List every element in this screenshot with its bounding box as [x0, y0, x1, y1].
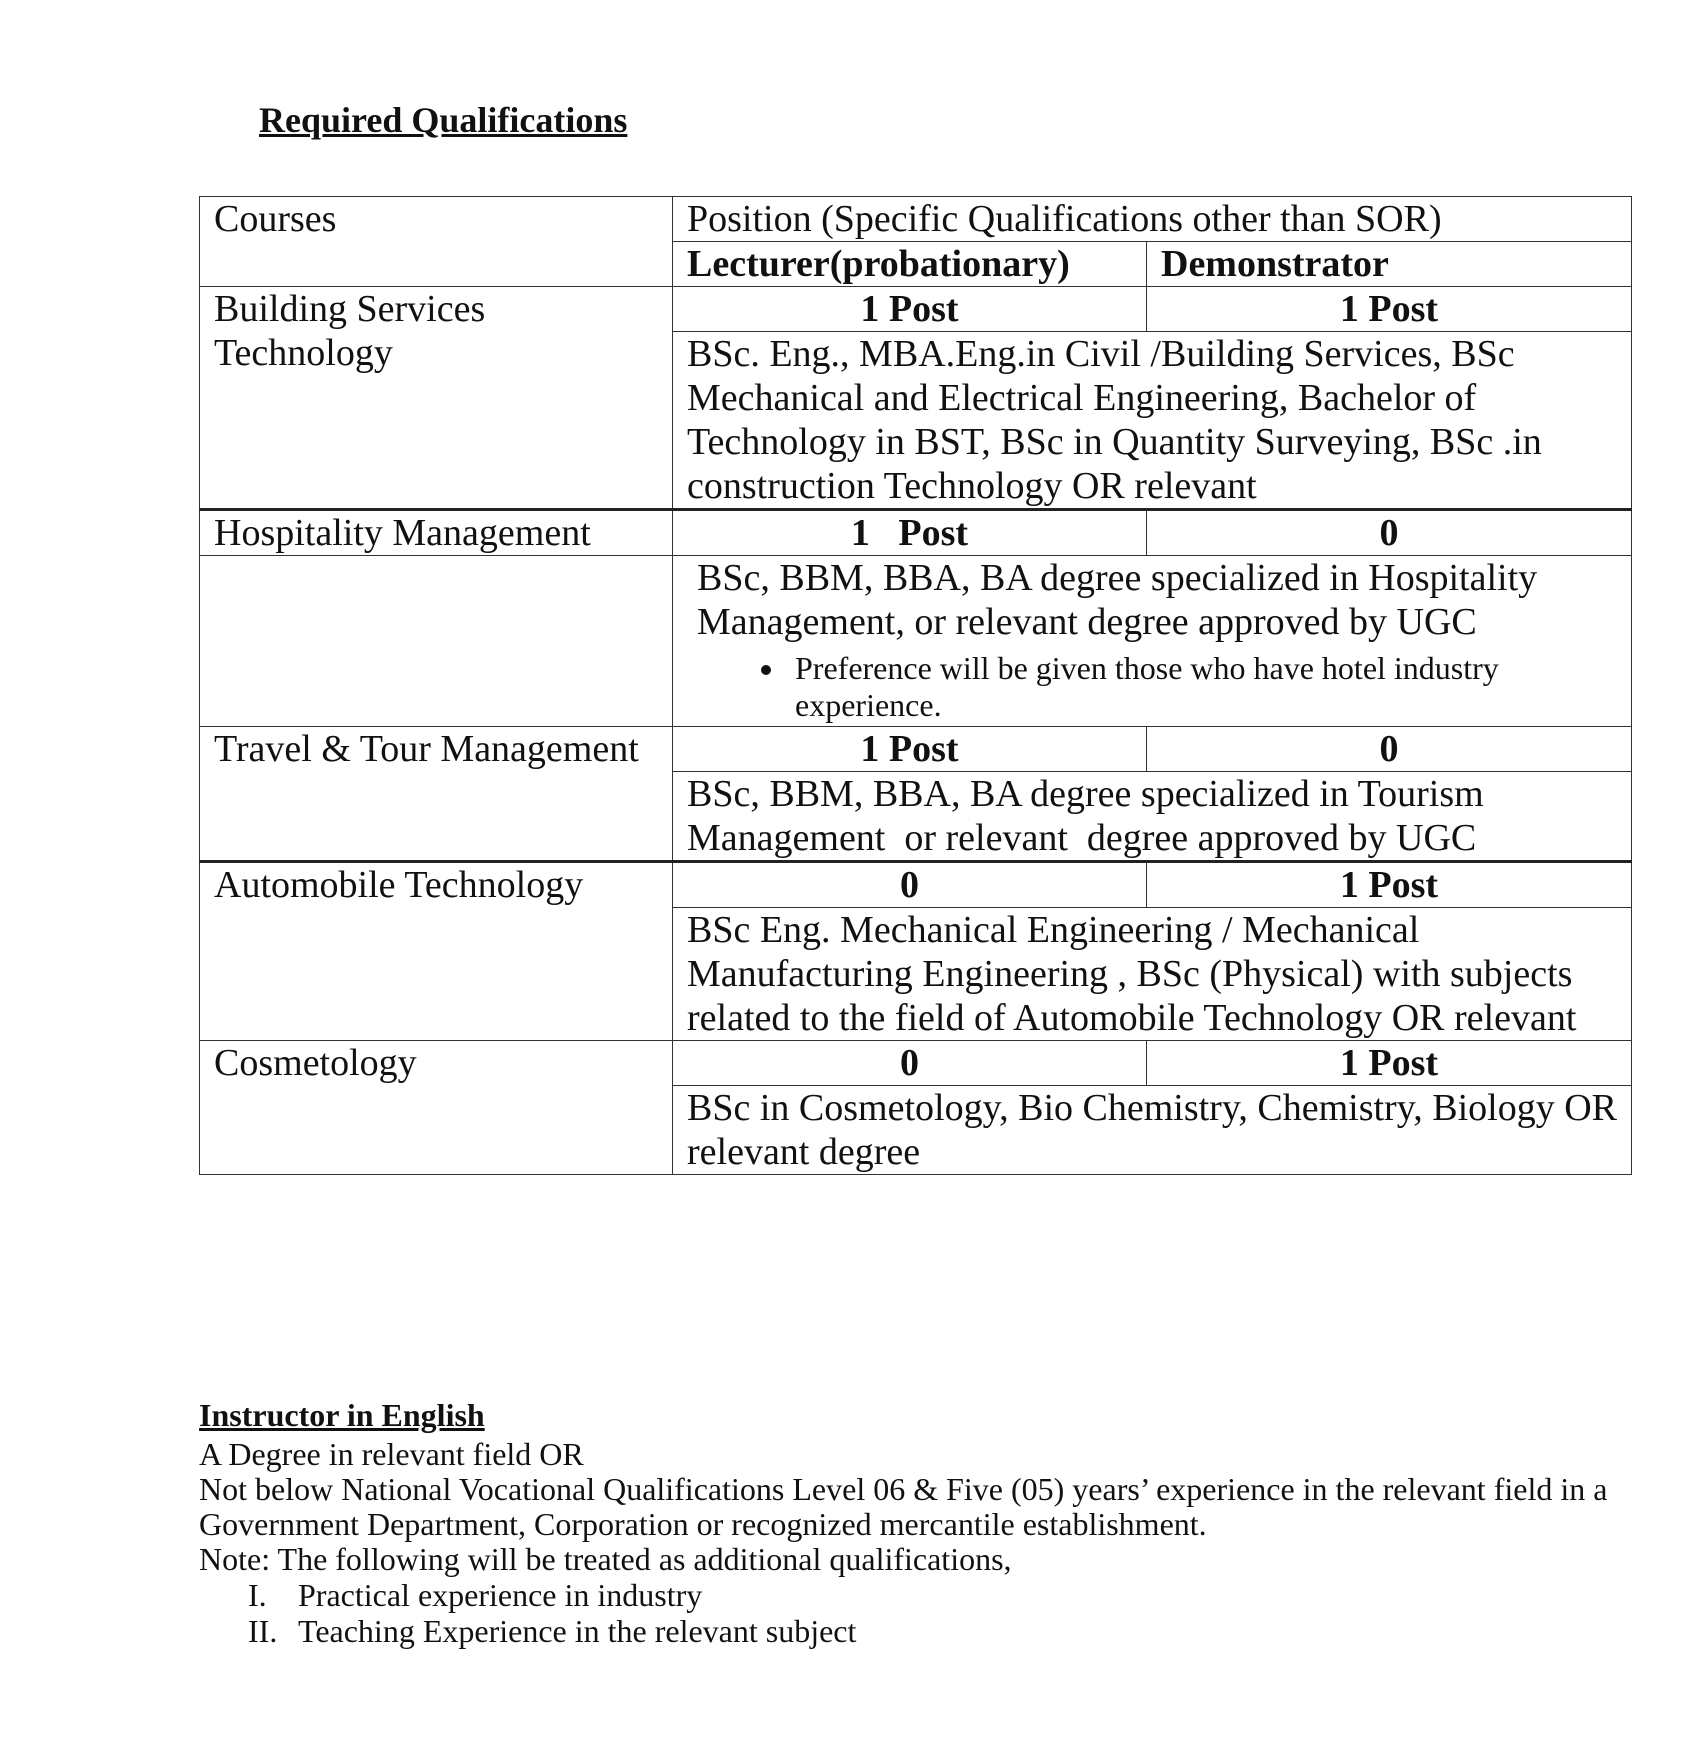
instructor-line-degree: A Degree in relevant field OR — [199, 1436, 584, 1472]
page-title: Required Qualifications — [259, 100, 628, 140]
header-position: Position (Specific Qualifications other than SOR) — [673, 197, 1632, 242]
header-demonstrator: Demonstrator — [1147, 242, 1632, 287]
table-row — [200, 287, 1632, 332]
qualification-text: BSc, BBM, BBA, BA degree specialized in Tourism Management or relevant degree approved by UGC — [673, 772, 1632, 862]
qualification-text: BSc in Cosmetology, Bio Chemistry, Chemistry, Biology OR relevant degree — [673, 1086, 1632, 1175]
table-row — [200, 862, 1632, 908]
table-row — [200, 510, 1632, 556]
course-name: Travel & Tour Management — [200, 727, 673, 862]
header-lecturer: Lecturer(probationary) — [673, 242, 1147, 287]
qualifications-table — [199, 196, 1632, 1175]
demonstrator-posts: 0 — [1147, 727, 1632, 772]
demonstrator-posts: 1 Post — [1147, 862, 1632, 908]
demonstrator-posts: 1 Post — [1147, 287, 1632, 332]
qualification-text: BSc. Eng., MBA.Eng.in Civil /Building Services, BSc Mechanical and Electrical Engineering, Bachelor of Technology in BST, BSc in Quantity Surveying, BSc .in construction Technology OR relevant — [673, 332, 1632, 510]
course-name: Hospitality Management — [200, 510, 673, 556]
additional-qualifications-list — [199, 1577, 1649, 1649]
instructor-note: Note: The following will be treated as additional qualifications, — [199, 1541, 1012, 1577]
note-list — [687, 650, 1617, 724]
list-number: I. — [248, 1577, 267, 1613]
qualification-text: BSc Eng. Mechanical Engineering / Mechanical Manufacturing Engineering , BSc (Physical) with subjects related to the field of Automobile Technology OR relevant — [673, 908, 1632, 1041]
instructor-title: Instructor in English — [199, 1397, 485, 1433]
table-header-row — [200, 197, 1632, 242]
empty-cell — [200, 556, 673, 727]
course-name: Automobile Technology — [200, 862, 673, 1041]
lecturer-posts: 0 — [673, 1041, 1147, 1086]
lecturer-posts: 1 Post — [673, 727, 1147, 772]
header-courses: Courses — [200, 197, 673, 287]
list-number: II. — [248, 1613, 278, 1649]
qualification-cell — [673, 556, 1632, 727]
list-item — [199, 1577, 1649, 1613]
instructor-line-nvq: Not below National Vocational Qualifications Level 06 & Five (05) years’ experience in the relevant field in a Government Department, Corporation or recognized mercantile establishment. — [199, 1471, 1608, 1542]
list-item — [199, 1613, 1649, 1649]
lecturer-posts: 1 Post — [673, 510, 1147, 556]
list-item: • Preference will be given those who have hotel industry experience. — [787, 650, 1617, 724]
demonstrator-posts: 1 Post — [1147, 1041, 1632, 1086]
lecturer-posts: 1 Post — [673, 287, 1147, 332]
qualification-text: BSc, BBM, BBA, BA degree specialized in Hospitality Management, or relevant degree approved by UGC — [697, 557, 1538, 643]
table-row — [200, 1041, 1632, 1086]
instructor-section — [199, 1398, 1649, 1649]
list-text: Teaching Experience in the relevant subject — [298, 1613, 857, 1649]
course-name: Building Services Technology — [200, 287, 673, 510]
table-row-qualification — [200, 556, 1632, 727]
table-row — [200, 727, 1632, 772]
course-name: Cosmetology — [200, 1041, 673, 1175]
demonstrator-posts: 0 — [1147, 510, 1632, 556]
list-text: Practical experience in industry — [298, 1577, 703, 1613]
lecturer-posts: 0 — [673, 862, 1147, 908]
